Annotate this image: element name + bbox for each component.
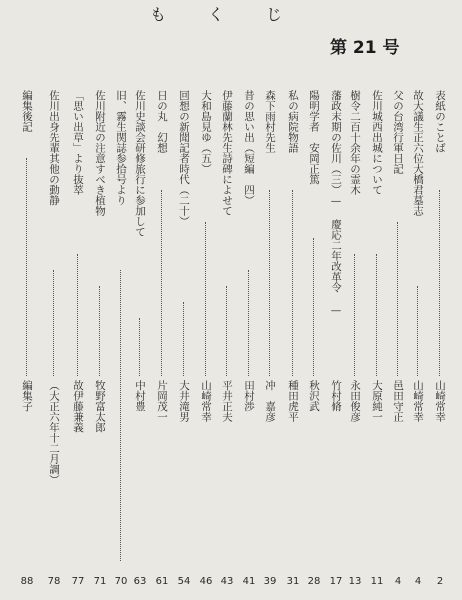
toc-entry-title: 回想の新聞記者時代（二十） bbox=[178, 90, 190, 227]
toc-entry bbox=[19, 90, 35, 132]
toc-entry-author: 中村豊 bbox=[134, 380, 146, 412]
page-title: もくじ bbox=[150, 5, 325, 24]
toc-entry bbox=[132, 90, 148, 237]
toc-entry-page: 11 bbox=[370, 576, 384, 587]
toc-entry bbox=[241, 90, 257, 206]
leader-dots bbox=[354, 254, 355, 376]
toc-entry bbox=[176, 90, 192, 227]
toc-entry bbox=[347, 90, 363, 195]
toc-entry-title: 父の台湾行軍日記 bbox=[392, 90, 404, 174]
leader-dots bbox=[77, 254, 78, 376]
toc-entry-author: 大井滝男 bbox=[178, 380, 190, 422]
leader-dots bbox=[269, 190, 270, 376]
leader-dots bbox=[99, 286, 100, 376]
toc-entry-title: 佐川附近の注意すべき植物 bbox=[94, 90, 106, 216]
toc-entry-author: 秋沢武 bbox=[308, 380, 320, 412]
toc-entry-author: 山崎常幸 bbox=[412, 380, 424, 422]
toc-entry bbox=[432, 90, 448, 153]
toc-entry-title: 表紙のことば bbox=[434, 90, 446, 153]
toc-entry-title: 編集後記 bbox=[21, 90, 33, 132]
toc-entry-page: 77 bbox=[71, 576, 85, 587]
toc-entry-author: 田村渉 bbox=[243, 380, 255, 412]
toc-entry-title: 森下雨村先生 bbox=[264, 90, 276, 153]
toc-entry-title: 陽明学者 安岡正篤 bbox=[308, 90, 320, 185]
leader-dots bbox=[248, 270, 249, 376]
toc-entry-author: 片岡茂一 bbox=[156, 380, 168, 422]
leader-dots bbox=[26, 158, 27, 376]
toc-entry-page: 13 bbox=[348, 576, 362, 587]
toc-entry-page: 88 bbox=[20, 576, 34, 587]
leader-dots bbox=[161, 190, 162, 376]
toc-entry-author: 邑田守正 bbox=[392, 380, 404, 422]
toc-entry-title: 佐川城西出城について bbox=[371, 90, 383, 195]
toc-entry bbox=[70, 90, 86, 195]
toc-entry-page: 41 bbox=[242, 576, 256, 587]
toc-entry-page: 28 bbox=[307, 576, 321, 587]
toc-entry-page: 4 bbox=[414, 576, 422, 587]
toc-entry-page: 78 bbox=[47, 576, 61, 587]
toc-entry bbox=[306, 90, 322, 185]
leader-dots bbox=[439, 190, 440, 376]
toc-entry-title: 故大議生正六位大橋君墓志 bbox=[412, 90, 424, 216]
leader-dots bbox=[205, 222, 206, 376]
toc-entry bbox=[369, 90, 385, 195]
toc-entry-page: 61 bbox=[155, 576, 169, 587]
leader-dots bbox=[53, 270, 54, 376]
toc-entry-title: 佐川史談会研修旅行に参加して bbox=[134, 90, 146, 237]
toc-entry-author: 冲 嘉彦 bbox=[264, 380, 276, 422]
toc-entry-author: 種田虎平 bbox=[287, 380, 299, 422]
toc-entry-author: 故伊藤兼義 bbox=[72, 380, 84, 433]
issue-number: 第 21 号 bbox=[330, 38, 400, 58]
toc-entry-page: 46 bbox=[199, 576, 213, 587]
toc-entry-title: 日の丸 幻想 bbox=[156, 90, 168, 153]
leader-dots bbox=[376, 254, 377, 376]
toc-entry bbox=[328, 90, 344, 317]
toc-entry bbox=[46, 90, 62, 206]
leader-dots bbox=[292, 190, 293, 376]
toc-entry bbox=[262, 90, 278, 153]
toc-entry-author: 平井正夫 bbox=[221, 380, 233, 422]
toc-entry-title: 佐川出身先輩其他の動静 bbox=[48, 90, 60, 206]
toc-entry-author: 牧野富太郎 bbox=[94, 380, 106, 433]
toc-entry-title: 「思い出草」より抜萃 bbox=[72, 90, 84, 195]
toc-entry-page: 54 bbox=[177, 576, 191, 587]
toc-entry-author: （大正六年十二月調） bbox=[48, 380, 60, 485]
leader-dots bbox=[417, 286, 418, 376]
toc-entry-title: 大和島見ゆ（五） bbox=[200, 90, 212, 174]
leader-dots bbox=[183, 302, 184, 376]
leader-dots bbox=[313, 238, 314, 376]
leader-dots bbox=[226, 286, 227, 376]
toc-entry bbox=[92, 90, 108, 216]
toc-entry-title: 伊藤蘭林先生詩碑によせて bbox=[221, 90, 233, 216]
toc-entry-page: 70 bbox=[114, 576, 128, 587]
toc-entry-page: 4 bbox=[394, 576, 402, 587]
toc-entry bbox=[285, 90, 301, 153]
toc-entry-title: 昔の思い出（短編 四） bbox=[243, 90, 255, 206]
toc-entry bbox=[219, 90, 235, 216]
toc-entry-title: 樹令二百十余年の霊木 bbox=[349, 90, 361, 195]
toc-entry-author: 山崎常幸 bbox=[200, 380, 212, 422]
toc-entry-page: 39 bbox=[263, 576, 277, 587]
toc-entry-page: 43 bbox=[220, 576, 234, 587]
leader-dots bbox=[397, 222, 398, 376]
toc-entry-title: 藩政末期の佐川（三）— 慶応二年改革令 — bbox=[330, 90, 342, 317]
toc-entry-page: 2 bbox=[436, 576, 444, 587]
toc-entry-page: 63 bbox=[133, 576, 147, 587]
toc-entry-title: 旧、霧生関誌参拾号より bbox=[115, 90, 127, 206]
toc-entry-author: 竹村脩 bbox=[330, 380, 342, 412]
toc-entry-author: 編集子 bbox=[21, 380, 33, 412]
toc-entry-author: 大原純一 bbox=[371, 380, 383, 422]
toc-entry-page: 17 bbox=[329, 576, 343, 587]
toc-entry bbox=[113, 90, 129, 206]
toc-entry-author: 山崎常幸 bbox=[434, 380, 446, 422]
toc-entry-author: 永田俊彦 bbox=[349, 380, 361, 422]
toc-entry bbox=[198, 90, 214, 174]
toc-entry-title: 私の病院物語 bbox=[287, 90, 299, 153]
leader-dots bbox=[139, 318, 140, 376]
toc-entry-page: 31 bbox=[286, 576, 300, 587]
toc-entry-page: 71 bbox=[93, 576, 107, 587]
leader-dots bbox=[120, 270, 121, 561]
toc-entry bbox=[154, 90, 170, 153]
toc-entry bbox=[410, 90, 426, 216]
toc-entry bbox=[390, 90, 406, 174]
